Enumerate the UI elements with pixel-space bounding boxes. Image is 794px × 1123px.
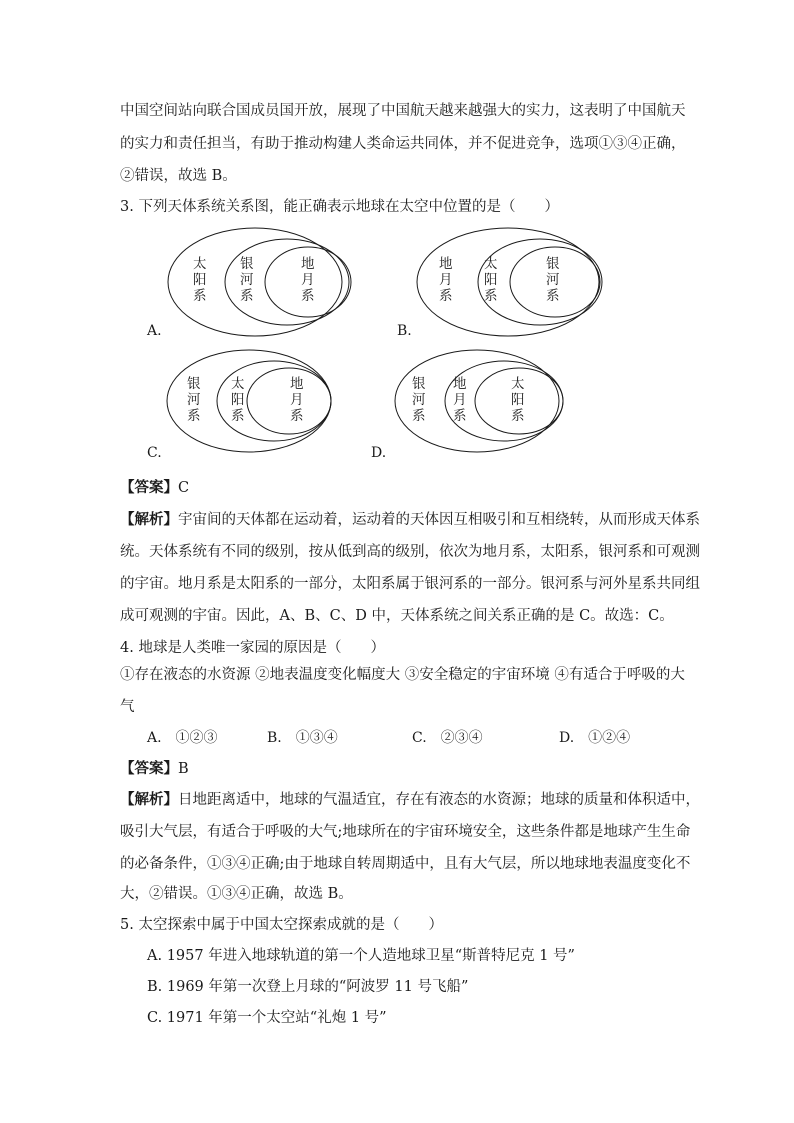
question-4-stem: 4. 地球是人类唯一家园的原因是（ ） xyxy=(120,640,385,656)
text-line: 中国空间站向联合国成员国开放，展现了中国航天越来越强大的实力，这表明了中国航天 xyxy=(120,103,686,119)
diagram-option-c xyxy=(165,350,340,459)
option-d-letter: D. xyxy=(371,445,387,461)
text-line: 的宇宙。地月系是太阳系的一部分，太阳系属于银河系的一部分。银河系与河外星系共同组 xyxy=(120,576,700,592)
ellipse-label: 银河系 xyxy=(546,256,560,304)
analysis-line xyxy=(120,510,700,530)
option-b-letter: B. xyxy=(397,323,412,339)
ellipse-label: 太阳系 xyxy=(484,256,498,304)
option-c: C. 1971 年第一个太空站“礼炮 1 号” xyxy=(147,1010,387,1026)
option-c: C. ②③④ xyxy=(412,730,483,746)
option-a: A. ①②③ xyxy=(147,730,218,746)
ellipse-label: 太阳系 xyxy=(193,256,207,304)
ellipse-label: 银河系 xyxy=(412,376,426,424)
text-line: 气 xyxy=(120,699,135,715)
option-b: B. 1969 年第一次登上月球的“阿波罗 11 号飞船” xyxy=(147,979,469,995)
nested-ellipses xyxy=(393,350,568,455)
answer-label: 【答案】 xyxy=(120,479,178,496)
ellipse-label: 地月系 xyxy=(301,256,315,304)
ellipse-label: 太阳系 xyxy=(231,376,245,424)
ellipse-label: 地月系 xyxy=(439,256,453,304)
diagram-option-a xyxy=(165,228,355,342)
analysis-line xyxy=(120,790,700,810)
text-line: 统。天体系统有不同的级别，按从低到高的级别，依次为地月系，太阳系，银河系和可观测 xyxy=(120,544,700,560)
answer-value: C xyxy=(178,480,190,496)
answer-line xyxy=(120,478,189,498)
option-d: D. ①②④ xyxy=(559,730,631,746)
answer-value: B xyxy=(178,761,189,777)
diagram-option-b xyxy=(415,228,605,342)
answer-line xyxy=(120,759,189,779)
option-a: A. 1957 年进入地球轨道的第一个人造地球卫星“斯普特尼克 1 号” xyxy=(147,948,575,964)
ellipse-label: 地月系 xyxy=(453,376,467,424)
question-5-stem: 5. 太空探索中属于中国太空探索成就的是（ ） xyxy=(120,917,443,933)
nested-ellipses xyxy=(165,350,340,455)
analysis-text: 日地距离适中，地球的气温适宜，存在有液态的水资源；地球的质量和体积适中， xyxy=(178,792,700,808)
option-a-letter: A. xyxy=(147,323,162,339)
answer-label: 【答案】 xyxy=(120,760,178,777)
ellipse-label: 银河系 xyxy=(240,256,254,304)
text-line: 大，②错误。①③④正确，故选 B。 xyxy=(120,886,353,902)
question-3-stem: 3. 下列天体系统关系图，能正确表示地球在太空中位置的是（ ） xyxy=(120,199,559,215)
ellipse-label: 太阳系 xyxy=(511,376,525,424)
analysis-label: 【解析】 xyxy=(120,511,178,528)
text-line: 的必备条件，①③④正确;由于地球自转周期适中，且有大气层，所以地球地表温度变化不 xyxy=(120,856,691,872)
text-line: ②错误，故选 B。 xyxy=(120,168,237,184)
diagram-option-d xyxy=(393,350,568,459)
ellipse-label: 地月系 xyxy=(290,376,304,424)
text-line: 成可观测的宇宙。因此，A、B、C、D 中，天体系统之间关系正确的是 C。故选：C。 xyxy=(120,608,674,624)
ellipse-label: 银河系 xyxy=(187,376,201,424)
analysis-label: 【解析】 xyxy=(120,791,178,808)
analysis-text: 宇宙间的天体都在运动着，运动着的天体因互相吸引和互相绕转，从而形成天体系 xyxy=(178,512,700,528)
text-line: ①存在液态的水资源 ②地表温度变化幅度大 ③安全稳定的宇宙环境 ④有适合于呼吸的大 xyxy=(120,667,685,683)
option-b: B. ①③④ xyxy=(267,730,338,746)
text-line: 的实力和责任担当，有助于推动构建人类命运共同体，并不促进竞争，选项①③④正确， xyxy=(120,136,686,152)
nested-ellipses xyxy=(165,228,355,338)
nested-ellipses xyxy=(415,228,605,338)
option-c-letter: C. xyxy=(147,445,162,461)
text-line: 吸引大气层，有适合于呼吸的大气;地球所在的宇宙环境安全，这些条件都是地球产生生命 xyxy=(120,824,691,840)
